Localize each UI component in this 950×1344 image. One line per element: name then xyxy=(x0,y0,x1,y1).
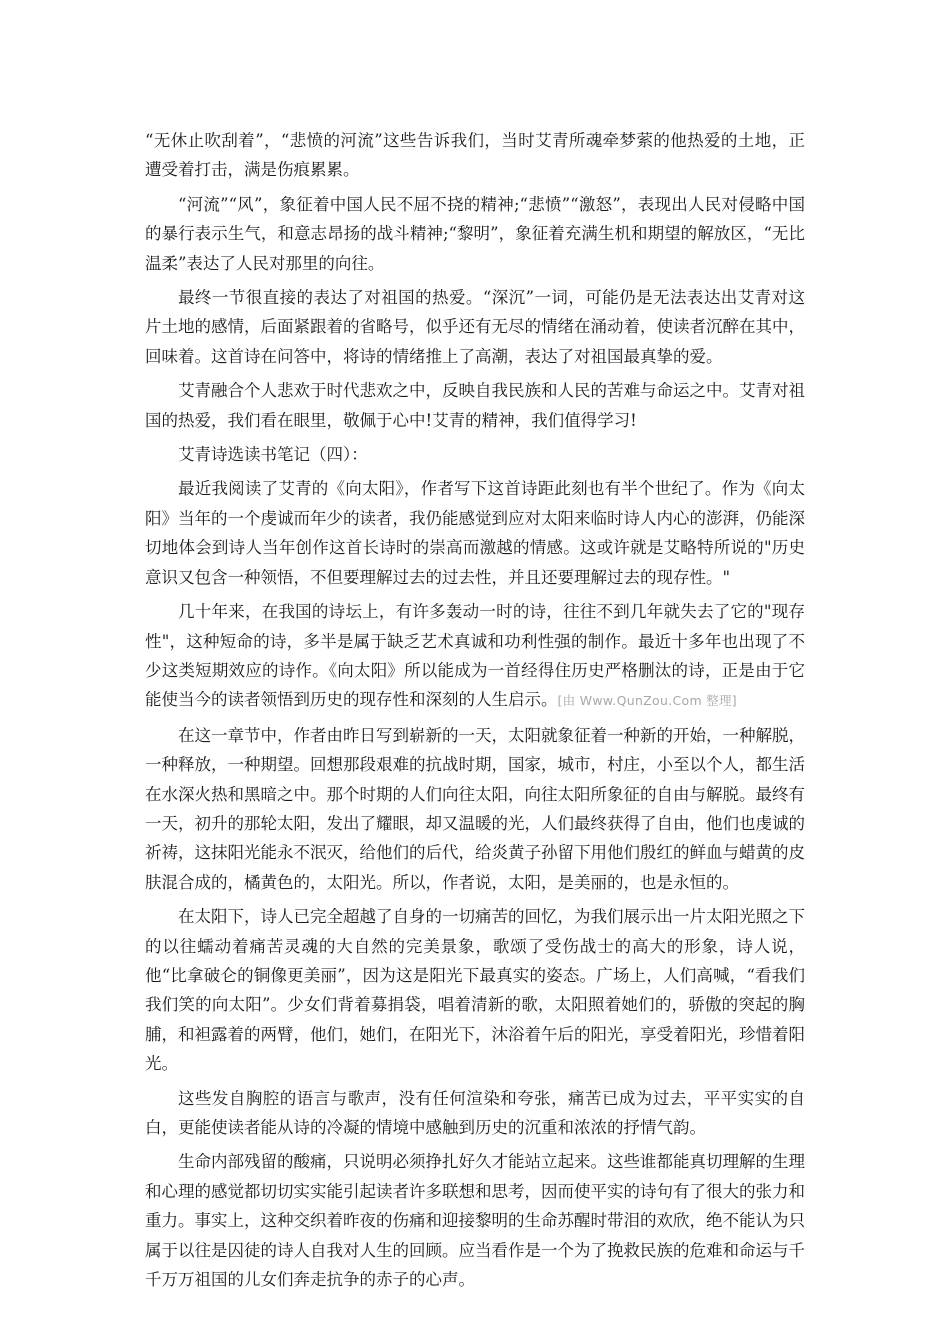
document-body xyxy=(145,126,805,1299)
paragraph-1: “无休止吹刮着”，“悲愤的河流”这些告诉我们，当时艾青所魂牵梦萦的他热爱的土地，正遭受着打击，满是伤痕累累。 xyxy=(145,131,805,180)
paragraph-3: 最终一节很直接的表达了对祖国的热爱。“深沉”一词，可能仍是无法表达出艾青对这片土地的感情，后面紧跟着的省略号，似乎还有无尽的情绪在涌动着，使读者沉醉在其中，回味着。这首诗在问答中，将诗的情绪推上了高潮，表达了对祖国最真挚的爱。 xyxy=(145,288,805,366)
paragraph-7-text: 几十年来，在我国的诗坛上，有许多轰动一时的诗，往往不到几年就失去了它的"现存性"，这种短命的诗，多半是属于缺乏艺术真诚和功利性强的制作。最近十多年也出现了不少这类短期效应的诗作。《向太阳》所以能成为一首经得住历史严格删汰的诗，正是由于它能使当今的读者领悟到历史的现存性和深刻的人生启示。 xyxy=(145,602,805,710)
paragraph-11: 生命内部残留的酸痛，只说明必须挣扎好久才能站立起来。这些谁都能真切理解的生理和心理的感觉都切切实实能引起读者许多联想和思考，因而使平实的诗句有了很大的张力和重力。事实上，这种交织着昨夜的伤痛和迎接黎明的生命苏醒时带泪的欢欣，绝不能认为只属于以往是囚徒的诗人自我对人生的回顾。应当看作是一个为了挽救民族的危难和命运与千千万万祖国的儿女们奔走抗争的赤子的心声。 xyxy=(145,1152,805,1290)
paragraph-9: 在太阳下，诗人已完全超越了自身的一切痛苦的回忆，为我们展示出一片太阳光照之下的以往蠕动着痛苦灵魂的大自然的完美景象，歌颂了受伤战士的高大的形象，诗人说，他“比拿破仑的铜像更美丽”，因为这是阳光下最真实的姿态。广场上，人们高喊，“看我们我们笑的向太阳”。少女们背着募捐袋，唱着清新的歌，太阳照着她们的，骄傲的突起的胸脯，和袒露着的两臂，他们，她们，在阳光下，沐浴着午后的阳光，享受着阳光，珍惜着阳光。 xyxy=(145,907,805,1074)
paragraph-4: 艾青融合个人悲欢于时代悲欢之中，反映自我民族和人民的苦难与命运之中。艾青对祖国的热爱，我们看在眼里，敬佩于心中!艾青的精神，我们值得学习! xyxy=(145,381,805,430)
paragraph-7 xyxy=(145,597,805,716)
paragraph-10: 这些发自胸腔的语言与歌声，没有任何渲染和夸张，痛苦已成为过去，平平实实的自白，更能使读者能从诗的冷凝的情境中感触到历史的沉重和浓浓的抒情气韵。 xyxy=(145,1088,805,1137)
paragraph-2: “河流”“风”，象征着中国人民不屈不挠的精神;“悲愤”“激怒”，表现出人民对侵略中国的暴行表示生气，和意志昂扬的战斗精神;“黎明”，象征着充满生机和期望的解放区，“无比温柔”表达了人民对那里的向往。 xyxy=(145,194,805,273)
section-heading: 艾青诗选读书笔记（四）： xyxy=(178,445,368,465)
paragraph-8: 在这一章节中，作者由昨日写到崭新的一天，太阳就象征着一种新的开始，一种解脱，一种释放，一种期望。回想那段艰难的抗战时期，国家，城市，村庄，小至以个人，都生活在水深火热和黑暗之中。那个时期的人们向往太阳，向往太阳所象征的自由与解脱。最终有一天，初升的那轮太阳，发出了耀眼，却又温暖的光，人们最终获得了自由，他们也虔诚的祈祷，这抹阳光能永不泯灭，给他们的后代，给炎黄子孙留下用他们殷红的鲜血与蜡黄的皮肤混合成的，橘黄色的，太阳光。所以，作者说，太阳，是美丽的，也是永恒的。 xyxy=(145,725,805,892)
paragraph-6: 最近我阅读了艾青的《向太阳》，作者写下这首诗距此刻也有半个世纪了。作为《向太阳》当年的一个虔诚而年少的读者，我仍能感觉到应对太阳来临时诗人内心的澎湃，仍能深切地体会到诗人当年创作这首长诗时的崇高而激越的情感。这或许就是艾略特所说的"历史意识又包含一种领悟，不但要理解过去的过去性，并且还要理解过去的现存性。" xyxy=(145,479,805,587)
source-watermark: [由 Www.QunZou.Com 整理] xyxy=(557,693,737,709)
